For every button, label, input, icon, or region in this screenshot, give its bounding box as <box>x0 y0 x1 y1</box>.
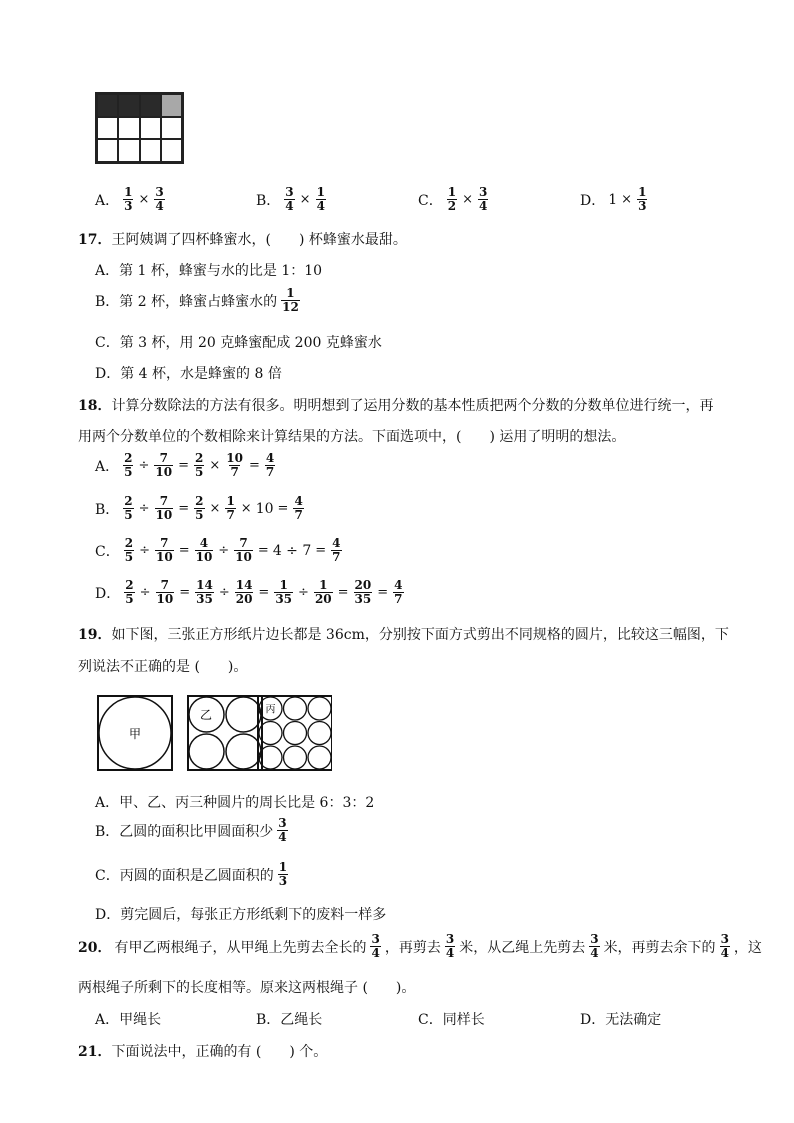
grid-cell <box>140 139 161 162</box>
q19-stem-line1: 19．如下图，三张正方形纸片边长都是 36cm，分别按下面方式剪出不同规格的圆片，比较这三幅图，下 <box>78 627 729 643</box>
label-jia: 甲 <box>128 727 142 741</box>
grid-cell <box>118 139 139 162</box>
fraction: $\frac{1}{12}$ <box>282 286 299 314</box>
q20-option-b[interactable]: B．乙绳长 <box>256 1012 323 1028</box>
fraction: $\frac{1}{3}$ <box>638 185 647 213</box>
q20-stem-line2: 两根绳子所剩下的长度相等。原来这两根绳子 ( )。 <box>78 980 416 996</box>
fraction-grid <box>95 92 184 164</box>
grid-cell-dark <box>97 94 118 117</box>
q18-option-d[interactable]: D． $\frac{2}{5}$ ÷ $\frac{7}{10}$ = $\frac{14}{35}$ ÷ $\frac{14}{20}$ = $\frac{1}{35}$ ÷ $\frac{1}{20}$ = $\frac{20}{35}$ = $\frac{4}{7}$ <box>95 578 403 606</box>
q17-option-d[interactable]: D．第 4 杯，水是蜂蜜的 8 倍 <box>95 366 282 382</box>
q18-stem-line2: 用两个分数单位的个数相除来计算结果的方法。下面选项中，( ) 运用了明明的想法。 <box>78 429 626 445</box>
grid-cell <box>118 117 139 140</box>
q17-option-c[interactable]: C．第 3 杯，用 20 克蜂蜜配成 200 克蜂蜜水 <box>95 335 382 351</box>
label-yi: 乙 <box>199 708 213 722</box>
q17-option-a[interactable]: A．第 1 杯，蜂蜜与水的比是 1：10 <box>95 263 323 279</box>
q16-option-c[interactable]: C． $\frac{1}{2}$ × $\frac{3}{4}$ <box>418 185 488 213</box>
q16-option-d[interactable]: D． 1 × $\frac{1}{3}$ <box>580 185 647 213</box>
grid-cell-dark <box>118 94 139 117</box>
fraction: $\frac{1}{2}$ <box>447 185 457 213</box>
q18-stem-line1: 18．计算分数除法的方法有很多。明明想到了运用分数的基本性质把两个分数的分数单位进行统一，再 <box>78 398 714 414</box>
q16-option-b[interactable]: B． $\frac{3}{4}$ × $\frac{1}{4}$ <box>256 185 325 213</box>
fraction: $\frac{3}{4}$ <box>155 185 164 213</box>
fraction: $\frac{3}{4}$ <box>285 185 294 213</box>
grid-cell <box>140 117 161 140</box>
fraction: $\frac{1}{4}$ <box>316 185 325 213</box>
q19-option-b[interactable]: B．乙圆的面积比甲圆面积少 $\frac{3}{4}$ <box>95 816 287 844</box>
q20-stem-line1: 20． 有甲乙两根绳子，从甲绳上先剪去全长的 $\frac{3}{4}$ ，再剪去 $\frac{3}{4}$ 米，从乙绳上先剪去 $\frac{3}{4}$ 米，再剪去余下的 $\frac{3}{4}$ ，这 <box>78 932 762 960</box>
q18-option-c[interactable]: C． $\frac{2}{5}$ ÷ $\frac{7}{10}$ = $\frac{4}{10}$ ÷ $\frac{7}{10}$ = 4 ÷ 7 = $\frac{4}{7}$ <box>95 536 341 564</box>
grid-cell <box>161 139 182 162</box>
fraction: $\frac{1}{3}$ <box>124 185 133 213</box>
q17-option-b[interactable]: B．第 2 杯，蜂蜜占蜂蜜水的 $\frac{1}{12}$ <box>95 286 299 314</box>
grid-cell-light <box>161 94 182 117</box>
q19-stem-line2: 列说法不正确的是 ( )。 <box>78 659 248 675</box>
grid-cell <box>161 117 182 140</box>
grid-cell <box>97 117 118 140</box>
q20-option-c[interactable]: C．同样长 <box>418 1012 485 1028</box>
q18-option-a[interactable]: A． $\frac{2}{5}$ ÷ $\frac{7}{10}$ = $\frac{2}{5}$ × $\frac{10}{7}$ = $\frac{4}{7}$ <box>95 451 275 479</box>
square-bing <box>258 696 332 770</box>
q19-option-a[interactable]: A．甲、乙、丙三种圆片的周长比是 6：3：2 <box>95 795 375 811</box>
q20-option-a[interactable]: A．甲绳长 <box>95 1012 162 1028</box>
q18-option-b[interactable]: B． $\frac{2}{5}$ ÷ $\frac{7}{10}$ = $\frac{2}{5}$ × $\frac{1}{7}$ × 10 = $\frac{4}{7}$ <box>95 494 303 522</box>
q19-option-c[interactable]: C．丙圆的面积是乙圆面积的 $\frac{1}{3}$ <box>95 860 288 888</box>
q17-stem: 17．王阿姨调了四杯蜂蜜水，( ) 杯蜂蜜水最甜。 <box>78 232 407 248</box>
grid-cell-dark <box>140 94 161 117</box>
square-jia <box>98 696 172 770</box>
grid-cell <box>97 139 118 162</box>
circle-cutting-figure <box>96 694 332 774</box>
q20-option-d[interactable]: D．无法确定 <box>580 1012 662 1028</box>
label-bing: 丙 <box>265 704 276 716</box>
q16-option-a[interactable]: A． $\frac{1}{3}$ × $\frac{3}{4}$ <box>95 185 164 213</box>
q21-stem: 21．下面说法中，正确的有 ( ) 个。 <box>78 1044 328 1060</box>
fraction: $\frac{3}{4}$ <box>478 185 488 213</box>
q19-option-d[interactable]: D．剪完圆后，每张正方形纸剩下的废料一样多 <box>95 907 387 923</box>
square-yi <box>188 696 262 770</box>
